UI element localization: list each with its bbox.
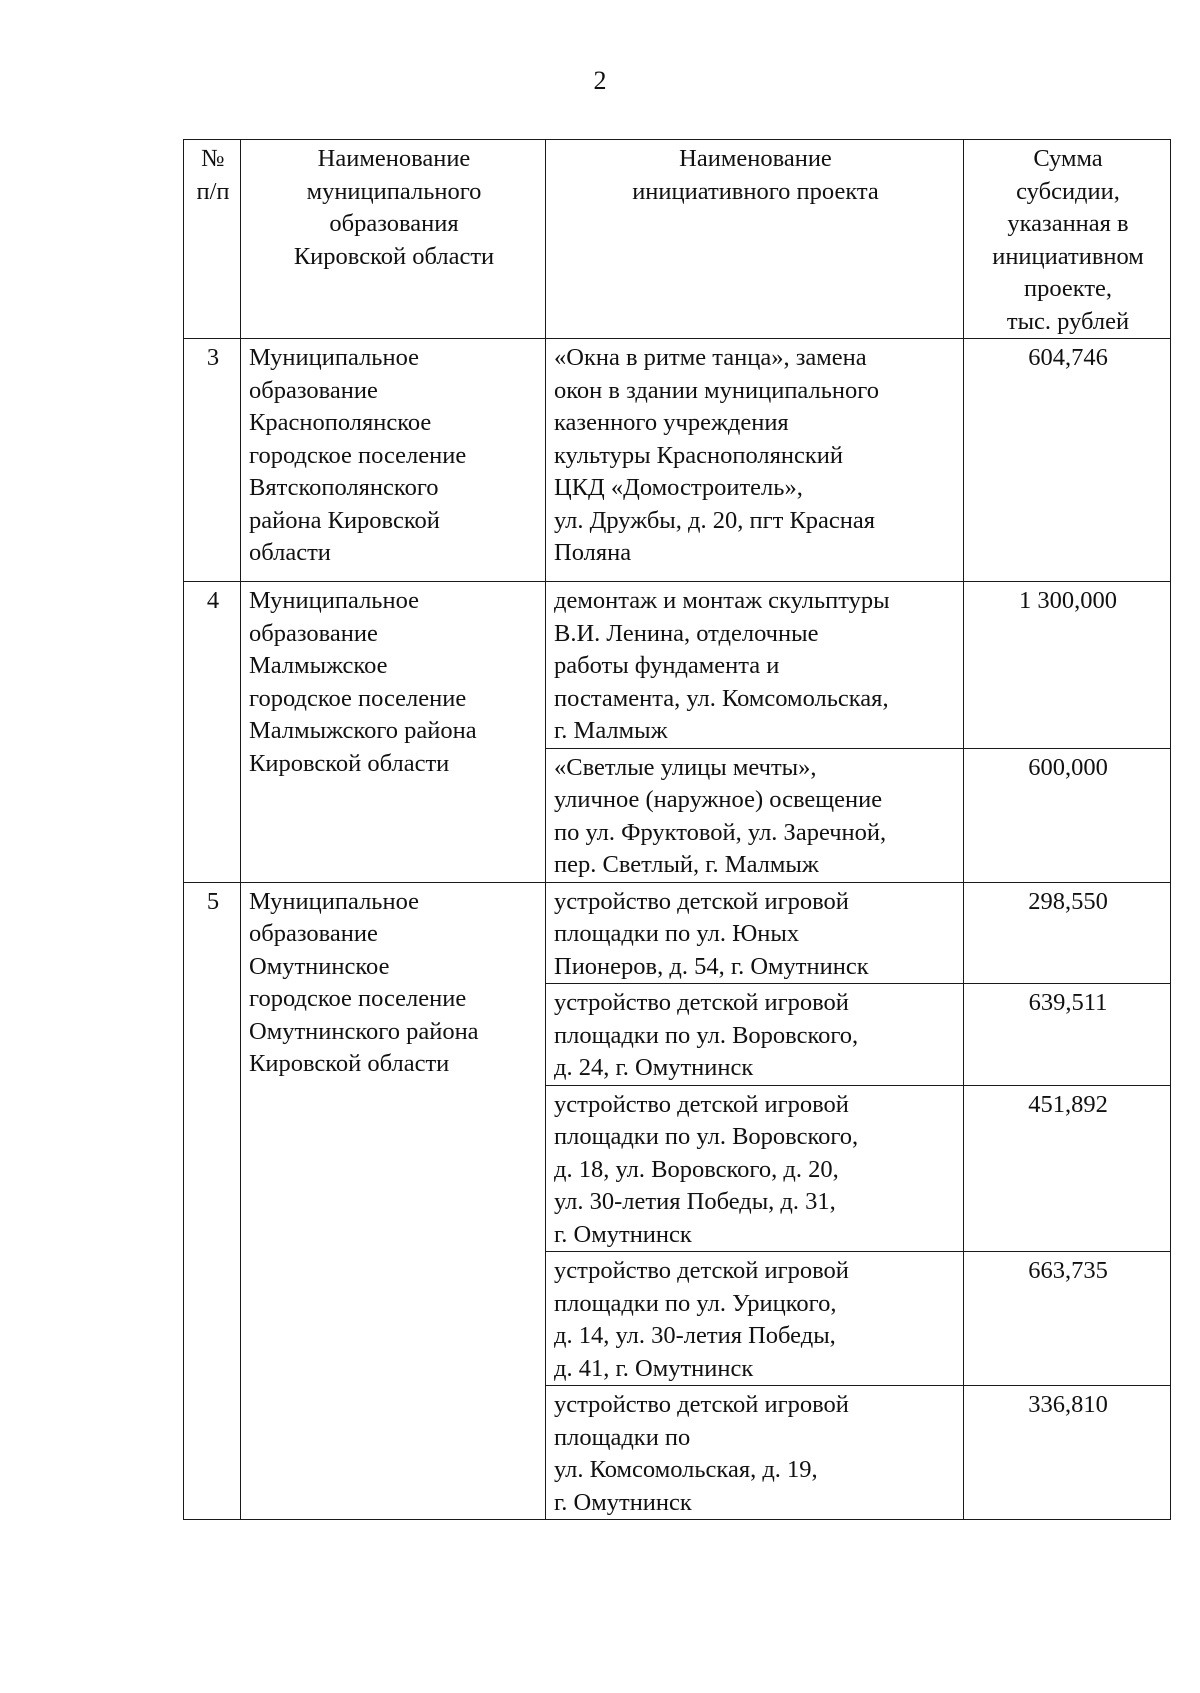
subsidy-sum: 663,735 xyxy=(964,1252,1171,1386)
subsidy-sum: 604,746 xyxy=(964,339,1171,582)
project-name: «Светлые улицы мечты», уличное (наружное) освещение по ул. Фруктовой, ул. Заречной, пер. Светлый, г. Малмыж xyxy=(546,748,964,882)
header-number: № п/п xyxy=(184,140,241,339)
header-project: Наименование инициативного проекта xyxy=(546,140,964,339)
project-name: «Окна в ритме танца», замена окон в здании муниципального казенного учреждения культуры Краснополянский ЦКД «Домостроитель», ул. Дружбы, д. 20, пгт Красная Поляна xyxy=(546,339,964,582)
subsidy-sum: 1 300,000 xyxy=(964,582,1171,749)
header-sum: Сумма субсидии, указанная в инициативном проекте, тыс. рублей xyxy=(964,140,1171,339)
project-name: устройство детской игровой площадки по ул. Воровского, д. 24, г. Омутнинск xyxy=(546,984,964,1086)
page-number: 2 xyxy=(593,66,607,95)
header-municipality: Наименование муниципального образования Кировской области xyxy=(241,140,546,339)
table-row xyxy=(184,339,1171,582)
subsidy-table xyxy=(183,139,1171,1520)
municipality-name: Муниципальное образование Малмыжское городское поселение Малмыжского района Кировской области xyxy=(241,582,546,883)
project-name: устройство детской игровой площадки по ул. Воровского, д. 18, ул. Воровского, д. 20, ул. 30-летия Победы, д. 31, г. Омутнинск xyxy=(546,1085,964,1252)
row-number: 4 xyxy=(184,582,241,883)
row-number: 3 xyxy=(184,339,241,582)
subsidy-sum: 639,511 xyxy=(964,984,1171,1086)
row-number: 5 xyxy=(184,882,241,1520)
table-row xyxy=(184,882,1171,984)
subsidy-sum: 336,810 xyxy=(964,1386,1171,1520)
municipality-name: Муниципальное образование Краснополянское городское поселение Вятскополянского района Кировской области xyxy=(241,339,546,582)
project-name: устройство детской игровой площадки по ул. Комсомольская, д. 19, г. Омутнинск xyxy=(546,1386,964,1520)
project-name: устройство детской игровой площадки по ул. Урицкого, д. 14, ул. 30-летия Победы, д. 41, г. Омутнинск xyxy=(546,1252,964,1386)
municipality-name: Муниципальное образование Омутнинское городское поселение Омутнинского района Кировской области xyxy=(241,882,546,1520)
project-name: устройство детской игровой площадки по ул. Юных Пионеров, д. 54, г. Омутнинск xyxy=(546,882,964,984)
table-row xyxy=(184,582,1171,749)
subsidy-sum: 451,892 xyxy=(964,1085,1171,1252)
subsidy-sum: 600,000 xyxy=(964,748,1171,882)
subsidy-sum: 298,550 xyxy=(964,882,1171,984)
project-name: демонтаж и монтаж скульптуры В.И. Ленина, отделочные работы фундамента и постамента, ул. Комсомольская, г. Малмыж xyxy=(546,582,964,749)
table-header-row xyxy=(184,140,1171,339)
